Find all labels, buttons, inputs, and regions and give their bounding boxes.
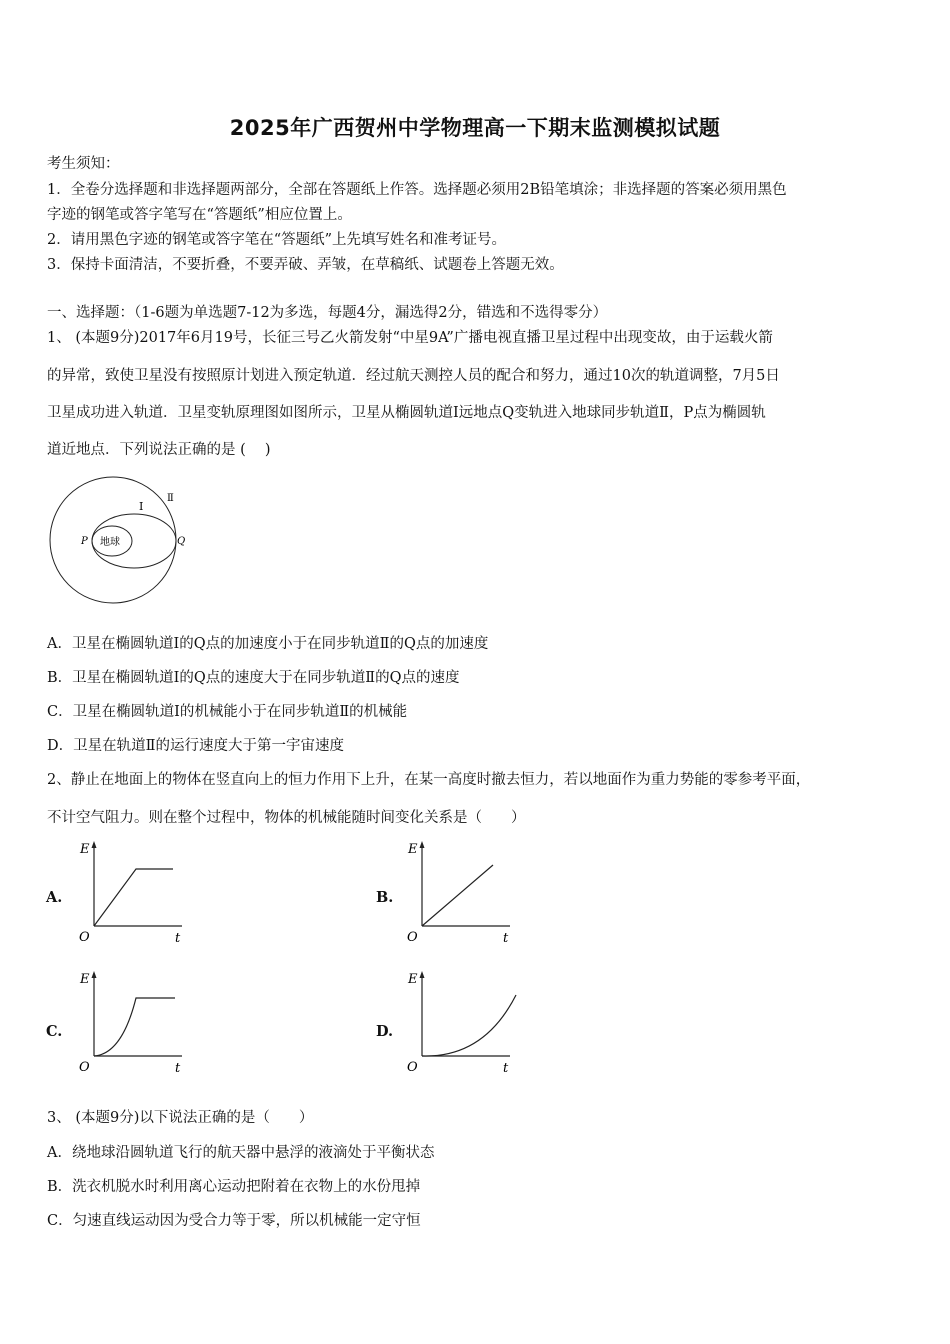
q1-option-c: C．卫星在椭圆轨道Ⅰ的机械能小于在同步轨道Ⅱ的机械能 (47, 704, 408, 720)
q3-option-b: B．洗衣机脱水时利用离心运动把附着在衣物上的水份甩掉 (47, 1179, 421, 1195)
energy-curve (94, 998, 175, 1056)
x-axis-label: t (175, 931, 181, 946)
orbit-1-label: Ⅰ (139, 500, 144, 513)
q2-graph-a (74, 838, 194, 946)
y-axis-label: E (80, 972, 90, 987)
q1-option-d: D．卫星在轨道Ⅱ的运行速度大于第一宇宙速度 (47, 738, 344, 754)
energy-curve (422, 995, 516, 1056)
q1-stem-line: 1、 (本题9分)2017年6月19号，长征三号乙火箭发射“中星9A”广播电视直播卫星过程中出现变故，由于运载火箭 (47, 330, 773, 346)
q2-option-c-label: C. (46, 1023, 63, 1040)
energy-curve (422, 865, 493, 926)
point-p-label: P (81, 536, 88, 547)
orbit-2-label: Ⅱ (167, 493, 174, 504)
x-axis-label: t (503, 1061, 509, 1076)
orbit-diagram (48, 474, 198, 606)
origin-label: O (79, 1060, 90, 1075)
q2-option-b-label: B. (376, 889, 394, 906)
q1-option-b: B．卫星在椭圆轨道Ⅰ的Q点的速度大于在同步轨道Ⅱ的Q点的速度 (47, 670, 460, 686)
x-axis-label: t (175, 1061, 181, 1076)
q2-graph-b (402, 838, 522, 946)
q2-graph-d (402, 968, 522, 1076)
notice-item: 字迹的钢笔或答字笔写在“答题纸”相应位置上。 (47, 207, 352, 223)
q1-option-a: A．卫星在椭圆轨道Ⅰ的Q点的加速度小于在同步轨道Ⅱ的Q点的加速度 (47, 636, 489, 652)
notice-item: 3．保持卡面清洁，不要折叠，不要弄破、弄皱，在草稿纸、试题卷上答题无效。 (47, 257, 564, 273)
q3-stem: 3、 (本题9分)以下说法正确的是（ ） (47, 1110, 314, 1126)
energy-curve (94, 869, 173, 926)
origin-label: O (79, 930, 90, 945)
q2-stem-line: 2、静止在地面上的物体在竖直向上的恒力作用下上升，在某一高度时撤去恒力，若以地面作为重力势能的零参考平面， (47, 772, 811, 788)
q3-option-c: C．匀速直线运动因为受合力等于零，所以机械能一定守恒 (47, 1213, 421, 1229)
x-axis-label: t (503, 931, 509, 946)
y-axis-label: E (408, 972, 418, 987)
earth-label: 地球 (100, 537, 120, 548)
q3-option-a: A．绕地球沿圆轨道飞行的航天器中悬浮的液滴处于平衡状态 (47, 1145, 435, 1161)
page-title: 2025年广西贺州中学物理高一下期末监测模拟试题 (229, 116, 721, 140)
notice-heading: 考生须知： (47, 156, 120, 172)
origin-label: O (407, 1060, 418, 1075)
q1-stem-line: 卫星成功进入轨道．卫星变轨原理图如图所示，卫星从椭圆轨道Ⅰ远地点Q变轨进入地球同步轨道Ⅱ，P点为椭圆轨 (47, 405, 766, 421)
q2-stem-line: 不计空气阻力。则在整个过程中，物体的机械能随时间变化关系是（ ） (47, 810, 526, 826)
notice-item: 2．请用黑色字迹的钢笔或答字笔在“答题纸”上先填写姓名和准考证号。 (47, 232, 507, 248)
q2-graph-c (74, 968, 194, 1076)
y-axis-label: E (80, 842, 90, 857)
origin-label: O (407, 930, 418, 945)
q2-option-a-label: A. (46, 889, 63, 906)
point-q-label: Q (177, 536, 186, 547)
q1-stem-line: 道近地点．下列说法正确的是 ( ) (47, 442, 271, 458)
y-axis-label: E (408, 842, 418, 857)
q2-option-d-label: D. (376, 1023, 394, 1040)
section-heading: 一、选择题：（1-6题为单选题7-12为多选，每题4分，漏选得2分，错选和不选得零分） (47, 305, 608, 321)
q1-stem-line: 的异常，致使卫星没有按照原计划进入预定轨道．经过航天测控人员的配合和努力，通过10次的轨道调整，7月5日 (47, 368, 780, 384)
notice-item: 1．全卷分选择题和非选择题两部分，全部在答题纸上作答。选择题必须用2B铅笔填涂；非选择题的答案必须用黑色 (47, 182, 787, 198)
